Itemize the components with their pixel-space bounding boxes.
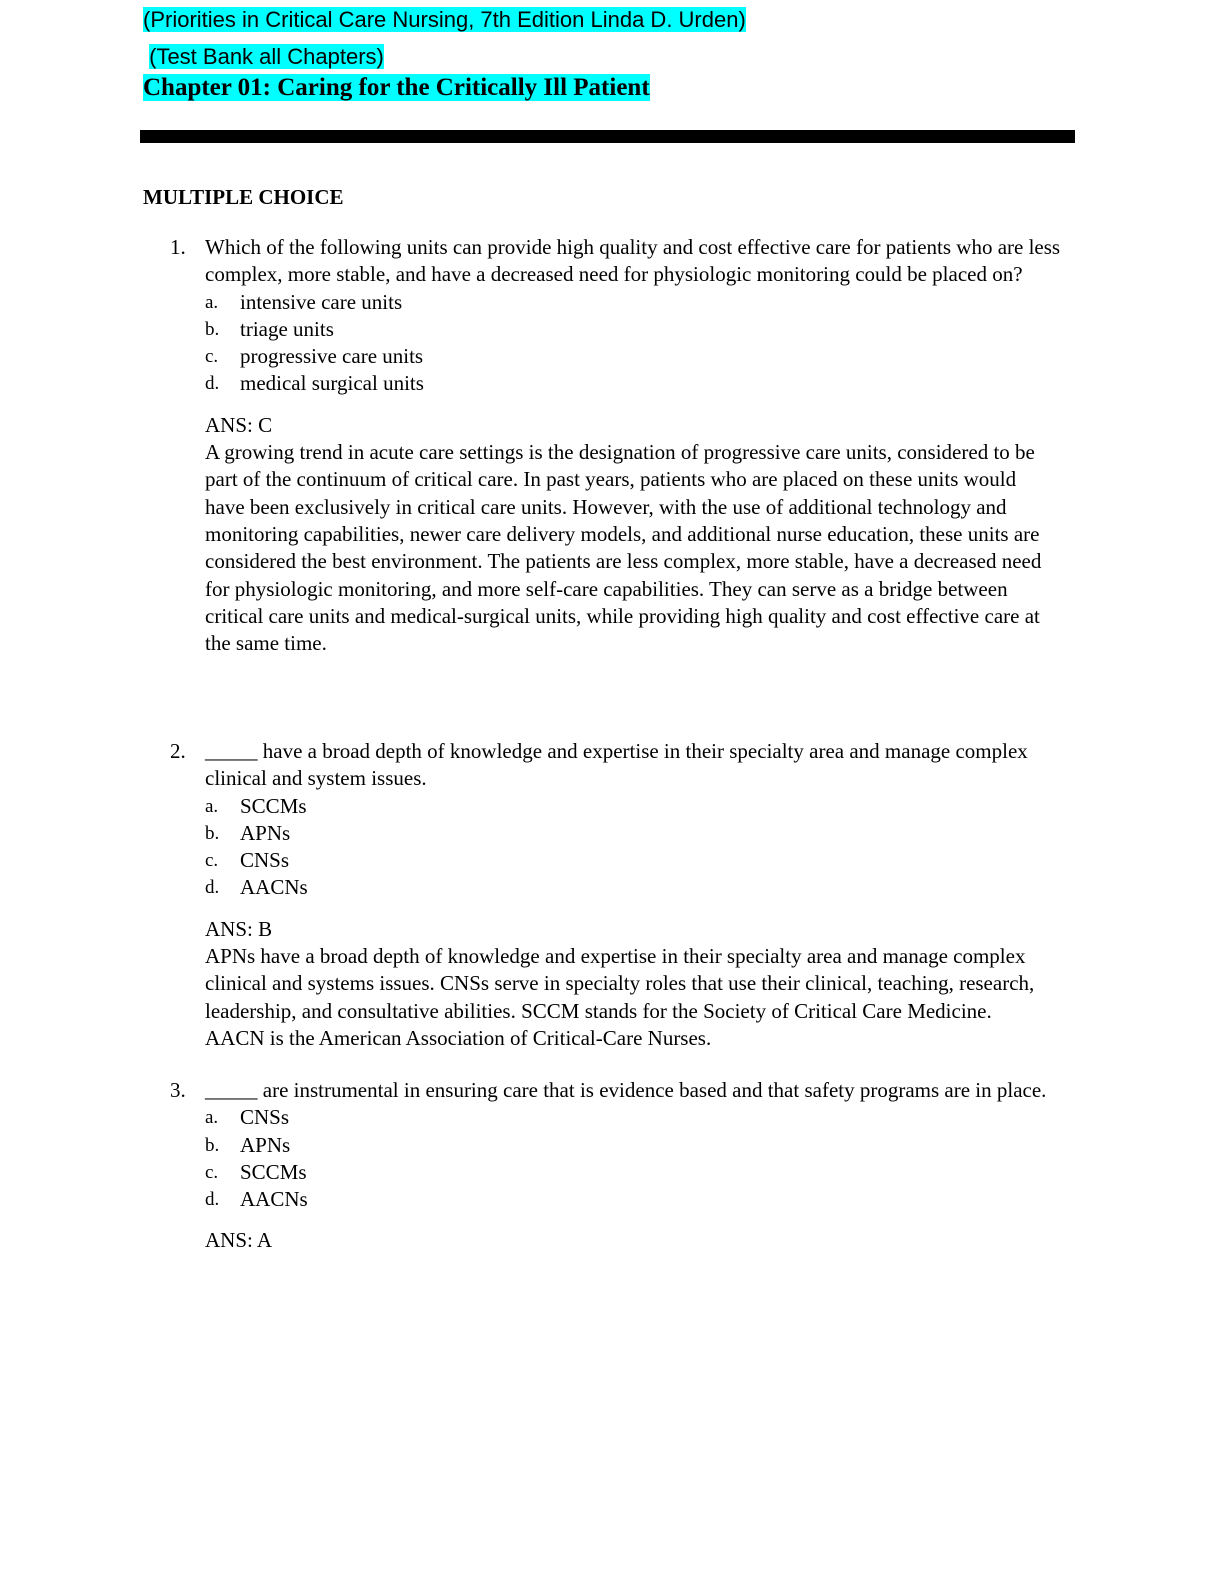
option-text: CNSs bbox=[240, 848, 290, 873]
test-bank-label bbox=[143, 43, 384, 71]
option-text: triage units bbox=[240, 316, 334, 341]
option-c bbox=[205, 847, 1080, 874]
question-number: 2. bbox=[170, 739, 186, 763]
question-stem: Which of the following units can provide high quality and cost effective care for patients who are less complex, more stable, and have a decreased need for physiologic monitoring could be placed on? bbox=[205, 235, 1061, 287]
divider-rule bbox=[140, 130, 1075, 143]
option-letter: a. bbox=[205, 291, 219, 313]
option-a bbox=[205, 1104, 1080, 1131]
option-b bbox=[205, 316, 1080, 343]
option-letter: d. bbox=[205, 373, 220, 395]
question-1 bbox=[170, 234, 1080, 657]
question-2 bbox=[170, 738, 1080, 1052]
option-letter: a. bbox=[205, 1107, 219, 1129]
section-heading: MULTIPLE CHOICE bbox=[143, 185, 344, 209]
option-d bbox=[205, 1186, 1080, 1213]
option-b bbox=[205, 1132, 1080, 1159]
answer-key: ANS: C bbox=[205, 412, 273, 437]
question-3 bbox=[170, 1077, 1080, 1255]
source-title-text: (Priorities in Critical Care Nursing, 7th Edition Linda D. Urden) bbox=[143, 7, 746, 32]
rationale: A growing trend in acute care settings is the designation of progressive care units, considered to be part of the continuum of critical care. In past years, patients who are placed on these units would have been exclusively in critical care units. However, with the use of additional technology and monitoring capabilities, newer care delivery models, and additional nurse education, these units are considered the best environment. The patients are less complex, more stable, have a decreased need for physiologic monitoring, and more self-care capabilities. They can serve as a bridge between critical care units and medical-surgical units, while providing high quality and cost effective care at the same time. bbox=[205, 440, 1042, 656]
option-text: progressive care units bbox=[240, 344, 424, 369]
option-letter: c. bbox=[205, 346, 219, 368]
option-c bbox=[205, 343, 1080, 370]
answer-key: ANS: B bbox=[205, 916, 273, 941]
option-d bbox=[205, 874, 1080, 901]
option-text: APNs bbox=[240, 1132, 291, 1157]
option-d bbox=[205, 370, 1080, 397]
option-text: intensive care units bbox=[240, 289, 403, 314]
option-letter: d. bbox=[205, 877, 220, 899]
option-b bbox=[205, 820, 1080, 847]
chapter-title bbox=[143, 73, 650, 103]
option-text: CNSs bbox=[240, 1105, 290, 1130]
chapter-title-text: Chapter 01: Caring for the Critically Ill Patient bbox=[143, 74, 650, 101]
answer-key: ANS: A bbox=[205, 1228, 273, 1253]
option-a bbox=[205, 793, 1080, 820]
option-c bbox=[205, 1159, 1080, 1186]
question-number: 1. bbox=[170, 235, 186, 259]
question-stem: _____ have a broad depth of knowledge and expertise in their specialty area and manage complex clinical and system issues. bbox=[205, 739, 1028, 791]
question-number: 3. bbox=[170, 1078, 186, 1102]
rationale: APNs have a broad depth of knowledge and expertise in their specialty area and manage complex clinical and systems issues. CNSs serve in specialty roles that use their clinical, teaching, research, leadership, and consultative abilities. SCCM stands for the Society of Critical Care Medicine. AACN is the American Association of Critical-Care Nurses. bbox=[205, 944, 1035, 1050]
option-text: medical surgical units bbox=[240, 371, 424, 396]
option-letter: c. bbox=[205, 1161, 219, 1183]
option-letter: c. bbox=[205, 850, 219, 872]
source-title bbox=[143, 6, 746, 34]
option-text: AACNs bbox=[240, 875, 308, 900]
option-letter: a. bbox=[205, 795, 219, 817]
option-text: SCCMs bbox=[240, 1159, 307, 1184]
option-a bbox=[205, 289, 1080, 316]
option-text: AACNs bbox=[240, 1187, 308, 1212]
question-stem: _____ are instrumental in ensuring care that is evidence based and that safety programs are in place. bbox=[205, 1078, 1047, 1102]
option-letter: b. bbox=[205, 1134, 220, 1156]
option-letter: b. bbox=[205, 822, 220, 844]
option-letter: d. bbox=[205, 1189, 220, 1211]
option-text: SCCMs bbox=[240, 793, 307, 818]
test-bank-label-text: (Test Bank all Chapters) bbox=[149, 44, 384, 69]
option-letter: b. bbox=[205, 318, 220, 340]
option-text: APNs bbox=[240, 820, 291, 845]
